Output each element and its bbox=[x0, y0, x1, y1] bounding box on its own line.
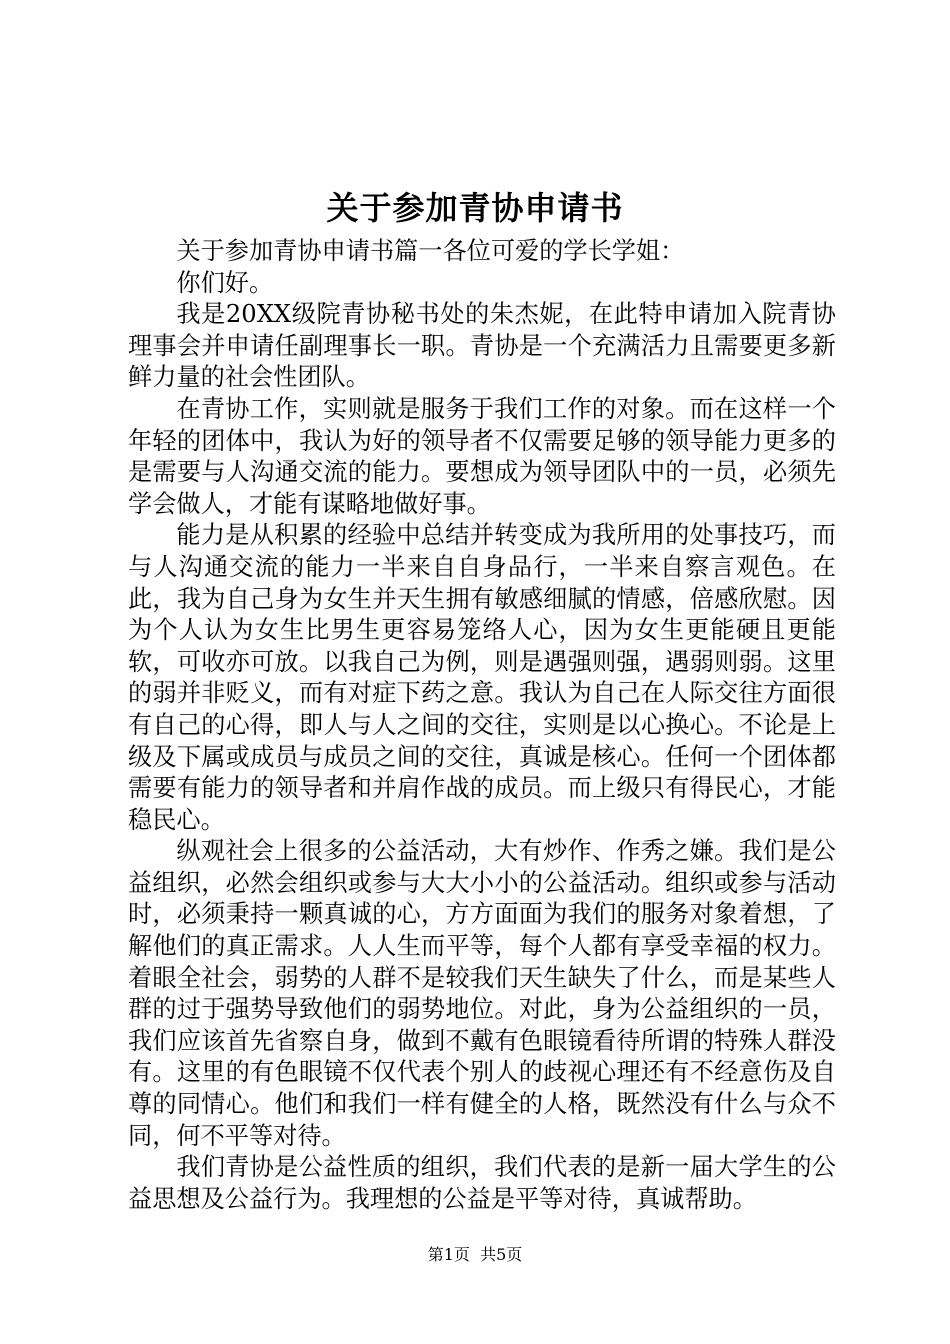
paragraph-service: 在青协工作，实则就是服务于我们工作的对象。而在这样一个年轻的团体中，我认为好的领导者不仅需要足够的领导能力更多的是需要与人沟通交流的能力。要想成为领导团队中的一员，必须先学会做人，才能有谋略地做好事。 bbox=[128, 394, 836, 518]
paragraph-ideal: 我们青协是公益性质的组织，我们代表的是新一届大学生的公益思想及公益行为。我理想的公益是平等对待，真诚帮助。 bbox=[128, 1153, 836, 1213]
document-body bbox=[128, 236, 836, 1215]
page-number-current: 第1页 bbox=[427, 1245, 470, 1264]
paragraph-greeting: 你们好。 bbox=[176, 268, 274, 297]
paragraph-introduction: 我是20XX级院青协秘书处的朱杰妮，在此特申请加入院青协理事会并申请任副理事长一职。青协是一个充满活力且需要更多新鲜力量的社会性团队。 bbox=[128, 300, 836, 392]
page-number-total: 共5页 bbox=[480, 1245, 523, 1264]
paragraph-public-welfare: 纵观社会上很多的公益活动，大有炒作、作秀之嫌。我们是公益组织，必然会组织或参与大大小小的公益活动。组织或参与活动时，必须秉持一颗真诚的心，方方面面为我们的服务对象着想，了解他们的真正需求。人人生而平等，每个人都有享受幸福的权力。着眼全社会，弱势的人群不是较我们天生缺失了什么，而是某些人群的过于强势导致他们的弱势地位。对此，身为公益组织的一员，我们应该首先省察自身，做到不戴有色眼镜看待所谓的特殊人群没有。这里的有色眼镜不仅代表个别人的歧视心理还有不经意伤及自尊的同情心。他们和我们一样有健全的人格，既然没有什么与众不同，何不平等对待。 bbox=[128, 837, 836, 1150]
paragraph-salutation: 关于参加青协申请书篇一各位可爱的学长学姐： bbox=[176, 237, 685, 265]
paragraph-ability: 能力是从积累的经验中总结并转变成为我所用的处事技巧，而与人沟通交流的能力一半来自自身品行，一半来自察言观色。在此，我为自己身为女生并天生拥有敏感细腻的情感，倍感欣慰。因为个人认为女生比男生更容易笼络人心，因为女生更能硬且更能软，可收亦可放。以我自己为例，则是遇强则强，遇弱则弱。这里的弱并非贬义，而有对症下药之意。我认为自己在人际交往方面很有自己的心得，即人与人之间的交往，实则是以心换心。不论是上级及下属或成员与成员之间的交往，真诚是核心。任何一个团体都需要有能力的领导者和并肩作战的成员。而上级只有得民心，才能稳民心。 bbox=[128, 521, 836, 834]
page-footer bbox=[0, 1244, 950, 1266]
document-title: 关于参加青协申请书 bbox=[326, 189, 624, 227]
